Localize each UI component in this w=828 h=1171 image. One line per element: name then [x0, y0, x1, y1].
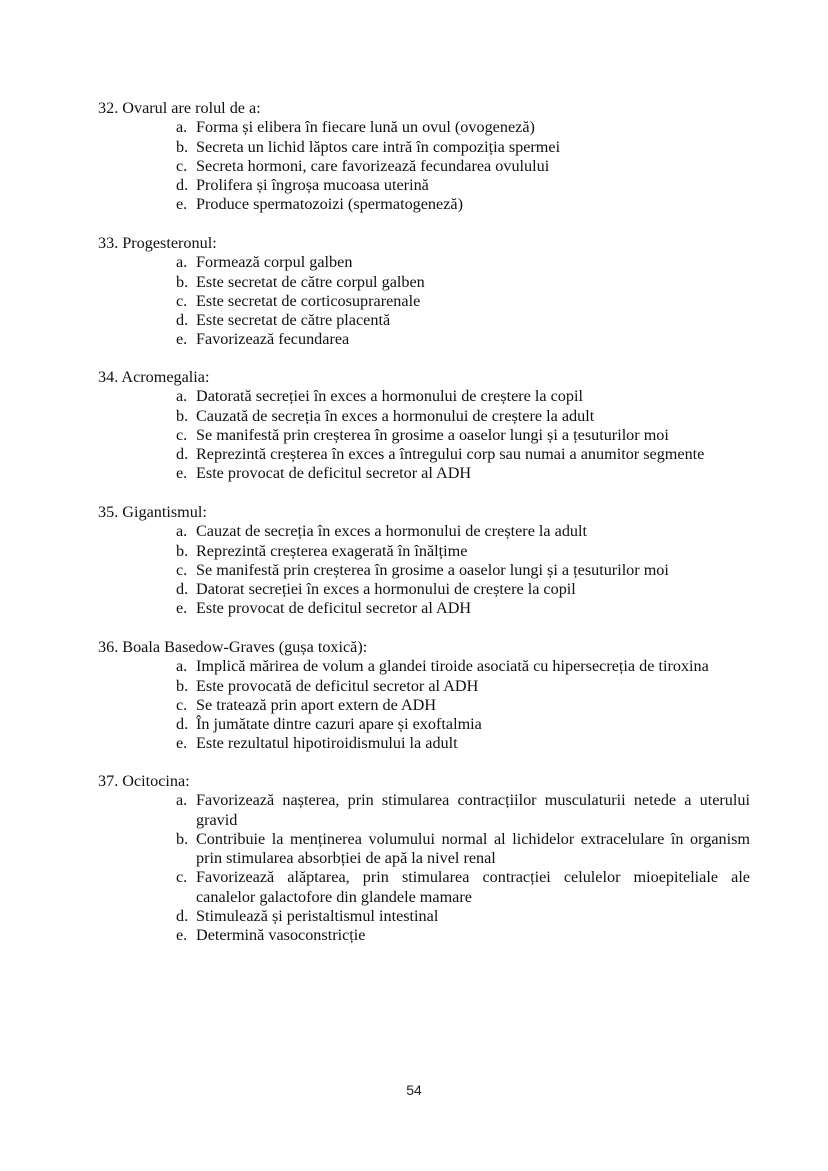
option-text: Este provocat de deficitul secretor al ADH [196, 464, 472, 483]
option-d [176, 580, 750, 599]
option-letter: a. [176, 253, 188, 272]
question-36 [98, 638, 738, 754]
option-text: Este secretat de corticosuprarenale [196, 291, 421, 310]
option-a [176, 657, 750, 676]
option-letter: e. [176, 734, 188, 753]
question-title: 34. Acromegalia: [98, 368, 210, 386]
option-a [176, 791, 750, 830]
option-text: Forma și elibera în fiecare lună un ovul (ovogeneză) [196, 118, 535, 137]
option-list [98, 118, 738, 214]
option-a [176, 253, 750, 272]
option-letter: a. [176, 657, 188, 676]
option-text: Se tratează prin aport extern de ADH [196, 695, 437, 714]
option-c [176, 426, 750, 445]
question-32 [98, 99, 738, 215]
option-text: Datorată secreției în exces a hormonului de creștere la copil [196, 387, 583, 406]
option-e [176, 195, 750, 214]
option-letter: a. [176, 118, 188, 137]
option-letter: d. [176, 176, 189, 195]
option-text: Formează corpul galben [196, 253, 353, 272]
option-letter: e. [176, 195, 188, 214]
page-number: 54 [406, 1082, 422, 1098]
option-text: Prolifera și îngroșa mucoasa uterină [196, 176, 429, 195]
question-35 [98, 503, 738, 619]
option-letter: c. [176, 560, 188, 579]
option-text: Este secretat de către corpul galben [196, 272, 425, 291]
option-text: Reprezintă creșterea exagerată în înălțime [196, 541, 468, 560]
option-d [176, 445, 750, 464]
option-a [176, 522, 750, 541]
option-letter: b. [176, 272, 189, 291]
option-letter: c. [176, 425, 188, 444]
option-letter: b. [176, 406, 189, 425]
option-text: Cauzată de secreția în exces a hormonului de creștere la adult [196, 406, 595, 425]
option-letter: b. [176, 541, 189, 560]
question-33 [98, 234, 738, 350]
option-text: Favorizează nașterea, prin stimularea contracțiilor musculaturii netede a uterului gravid [196, 791, 750, 829]
option-text: Este provocată de deficitul secretor al ADH [196, 676, 479, 695]
option-b [176, 830, 750, 869]
option-letter: c. [176, 868, 188, 887]
option-c [176, 292, 750, 311]
option-list [98, 387, 738, 483]
option-letter: b. [176, 676, 189, 695]
question-title: 32. Ovarul are rolul de a: [98, 99, 261, 117]
option-e [176, 464, 750, 483]
option-text: Se manifestă prin creșterea în grosime a oaselor lungi și a țesuturilor moi [196, 425, 669, 444]
option-text: Este provocat de deficitul secretor al ADH [196, 599, 472, 618]
option-text: Este rezultatul hipotiroidismului la adult [196, 734, 458, 753]
option-letter: e. [176, 464, 188, 483]
option-text: Contribuie la menținerea volumului normal al lichidelor extracelulare în organism prin stimularea absorbției de apă la nivel renal [196, 829, 750, 868]
option-letter: e. [176, 599, 188, 618]
option-text: Cauzat de secreția în exces a hormonului de creștere la adult [196, 522, 588, 541]
option-b [176, 542, 750, 561]
option-c [176, 561, 750, 580]
question-title: 36. Boala Basedow-Graves (gușa toxică): [98, 638, 368, 656]
option-text: Reprezintă creșterea în exces a întregului corp sau numai a anumitor segmente [196, 445, 705, 464]
option-text: Este secretat de către placentă [196, 311, 391, 330]
option-letter: b. [176, 829, 189, 848]
option-text: Stimulează și peristaltismul intestinal [196, 907, 439, 926]
option-text: Implică mărirea de volum a glandei tiroide asociată cu hipersecreția de tiroxina [196, 657, 709, 676]
option-letter: d. [176, 311, 189, 330]
option-text: Produce spermatozoizi (spermatogeneză) [196, 195, 463, 214]
question-title: 35. Gigantismul: [98, 503, 207, 521]
option-c [176, 696, 750, 715]
option-letter: d. [176, 580, 189, 599]
option-letter: c. [176, 695, 188, 714]
option-a [176, 118, 750, 137]
option-text: În jumătate dintre cazuri apare și exoftalmia [196, 715, 482, 734]
option-d [176, 176, 750, 195]
option-b [176, 138, 750, 157]
option-text: Determină vasoconstricție [196, 926, 366, 945]
question-34 [98, 368, 738, 484]
question-title: 37. Ocitocina: [98, 772, 190, 790]
option-letter: d. [176, 445, 189, 464]
option-d [176, 907, 750, 926]
option-letter: c. [176, 156, 188, 175]
option-letter: d. [176, 907, 189, 926]
option-e [176, 330, 750, 349]
question-37 [98, 772, 750, 946]
option-d [176, 715, 750, 734]
option-list [98, 657, 738, 753]
option-list [98, 522, 738, 618]
option-c [176, 157, 750, 176]
option-letter: e. [176, 330, 188, 349]
option-letter: b. [176, 137, 189, 156]
option-letter: a. [176, 387, 188, 406]
option-text: Favorizează fecundarea [196, 330, 350, 349]
option-d [176, 311, 750, 330]
question-title: 33. Progesteronul: [98, 234, 217, 252]
option-a [176, 387, 750, 406]
option-text: Secreta un lichid lăptos care intră în compoziția spermei [196, 137, 561, 156]
option-letter: a. [176, 522, 188, 541]
option-letter: d. [176, 715, 189, 734]
option-b [176, 407, 750, 426]
option-text: Favorizează alăptarea, prin stimularea contracției celulelor mioepiteliale ale canalelor galactofore din glandele mamare [196, 868, 750, 906]
option-letter: c. [176, 291, 188, 310]
option-b [176, 273, 750, 292]
option-text: Se manifestă prin creșterea în grosime a oaselor lungi și a țesuturilor moi [196, 560, 669, 579]
option-list [98, 253, 738, 349]
option-c [176, 868, 750, 907]
option-b [176, 677, 750, 696]
option-e [176, 599, 750, 618]
option-letter: e. [176, 926, 188, 945]
option-text: Datorat secreției în exces a hormonului de creștere la copil [196, 580, 576, 599]
option-e [176, 926, 750, 945]
option-text: Secreta hormoni, care favorizează fecundarea ovulului [196, 156, 550, 175]
option-list [98, 791, 750, 945]
option-e [176, 734, 750, 753]
option-letter: a. [176, 791, 188, 810]
